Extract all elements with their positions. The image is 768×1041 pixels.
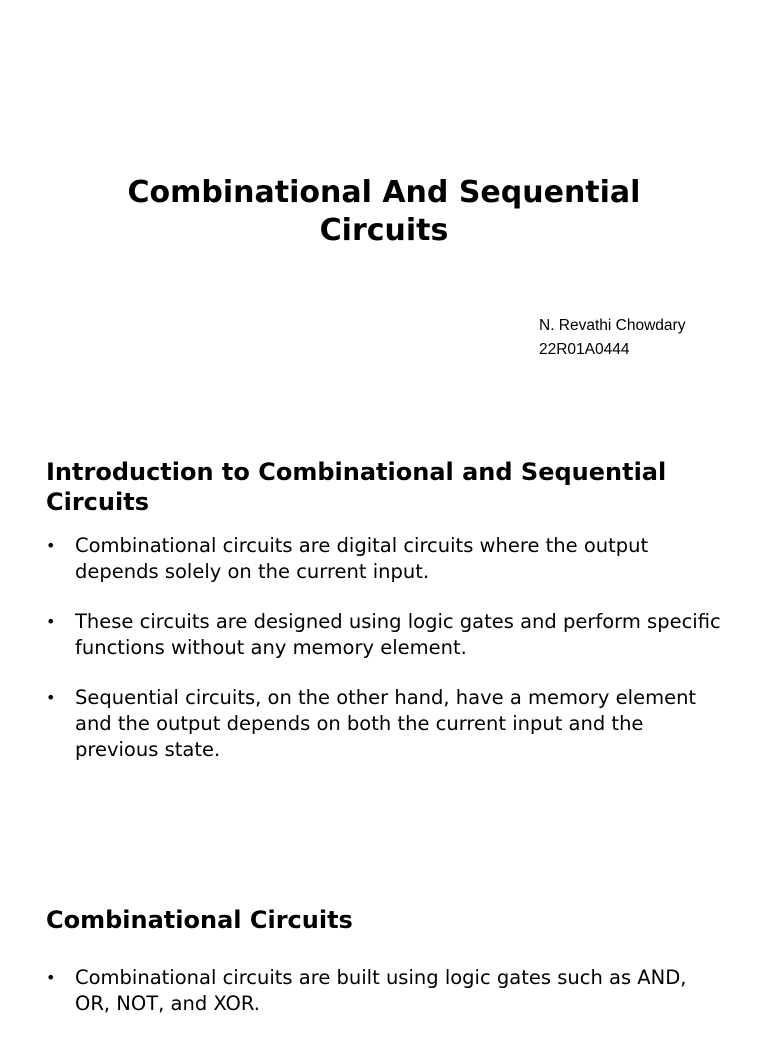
bullet-text: These circuits are designed using logic gates and perform specific functions without any memory element.	[75, 610, 721, 659]
bullet-icon: •	[46, 536, 56, 555]
bullet-text: Combinational circuits are built using logic gates such as AND, OR, NOT, and XOR.	[75, 966, 687, 1015]
combinational-bullet-list	[46, 965, 726, 1041]
bullet-text: Sequential circuits, on the other hand, have a memory element and the output depends on both the current input and the previous state.	[75, 686, 697, 761]
bullet-text: Combinational circuits are digital circuits where the output depends solely on the current input.	[75, 534, 649, 583]
introduction-bullet-list	[46, 533, 726, 787]
bullet-icon: •	[46, 688, 56, 707]
list-item	[46, 685, 726, 763]
list-item	[46, 965, 726, 1017]
author-id: 22R01A0444	[539, 341, 630, 358]
section-heading-introduction: Introduction to Combinational and Sequential Circuits	[46, 458, 667, 516]
list-item	[46, 533, 726, 585]
list-item	[46, 609, 726, 661]
bullet-icon: •	[46, 968, 56, 987]
page-title: Combinational And Sequential Circuits	[127, 175, 641, 248]
section-heading-combinational-circuits: Combinational Circuits	[46, 906, 353, 934]
author-block	[539, 314, 685, 362]
author-name: N. Revathi Chowdary	[539, 317, 686, 334]
bullet-icon: •	[46, 612, 56, 631]
